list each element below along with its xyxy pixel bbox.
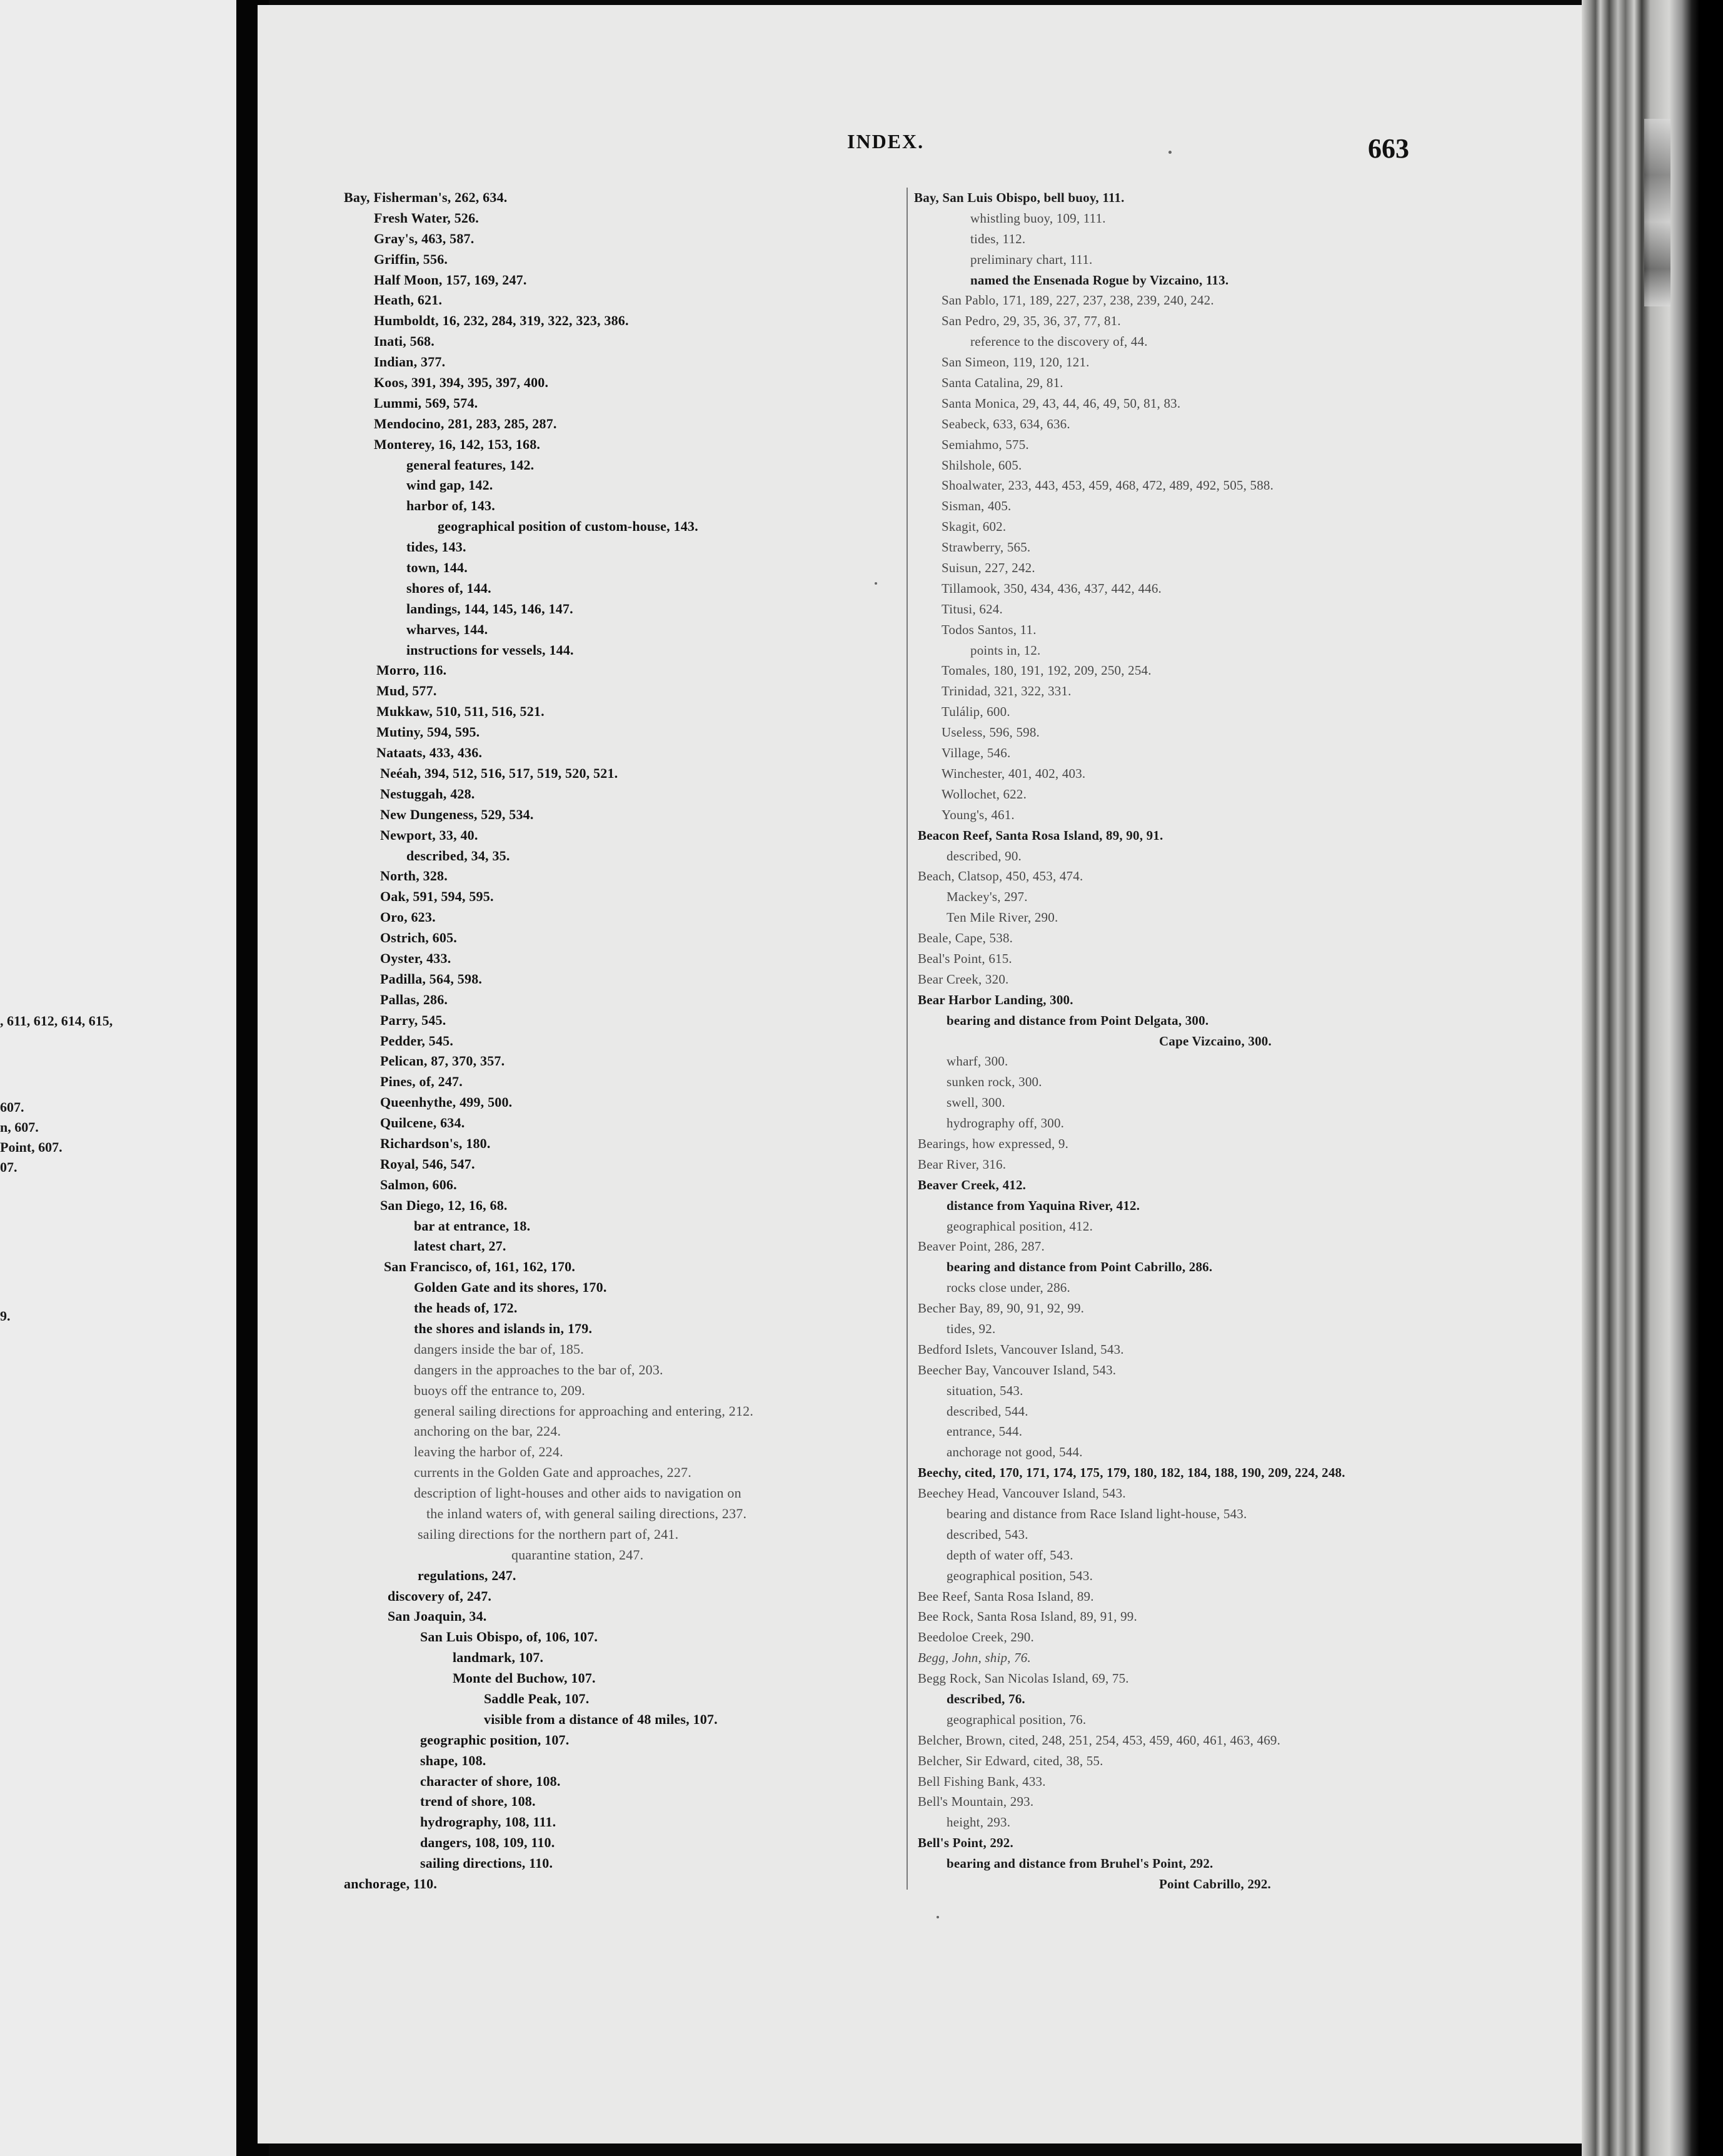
index-entry: wharf, 300. <box>947 1054 1008 1069</box>
index-entry: Trinidad, 321, 322, 331. <box>942 683 1072 699</box>
index-entry: Beecher Bay, Vancouver Island, 543. <box>918 1362 1117 1378</box>
index-entry: the inland waters of, with general sailing directions, 237. <box>426 1506 747 1521</box>
index-entry: Oak, 591, 594, 595. <box>380 889 494 905</box>
left-page-fragment: 07. <box>0 1159 18 1175</box>
index-entry: dangers in the approaches to the bar of, 203. <box>414 1361 663 1378</box>
index-entry: Bear Harbor Landing, 300. <box>918 992 1073 1007</box>
index-entry: Skagit, 602. <box>942 519 1007 535</box>
index-entry: Beal's Point, 615. <box>918 950 1012 966</box>
index-entry: San Simeon, 119, 120, 121. <box>942 355 1090 370</box>
left-page-fragment: 607. <box>0 1099 24 1115</box>
index-entry: Todos Santos, 11. <box>942 622 1037 637</box>
index-entry: Suisun, 227, 242. <box>942 560 1035 576</box>
index-entry: Newport, 33, 40. <box>380 827 478 843</box>
index-entry: San Joaquin, 34. <box>388 1608 487 1625</box>
index-entry: Griffin, 556. <box>374 251 448 267</box>
index-entry: Beale, Cape, 538. <box>918 930 1013 946</box>
index-entry: Begg, John, ship, 76. <box>918 1650 1031 1666</box>
index-entry: San Pedro, 29, 35, 36, 37, 77, 81. <box>942 313 1121 329</box>
index-entry: whistling buoy, 109, 111. <box>970 210 1106 226</box>
index-entry: sailing directions, 110. <box>420 1855 553 1871</box>
index-entry: Pedder, 545. <box>380 1032 454 1049</box>
index-entry: tides, 143. <box>406 539 466 555</box>
index-entry: Oyster, 433. <box>380 950 451 966</box>
index-entry: Bedford Islets, Vancouver Island, 543. <box>918 1341 1124 1357</box>
index-entry: Royal, 546, 547. <box>380 1156 475 1172</box>
index-entry: Nataats, 433, 436. <box>376 745 483 761</box>
index-entry: Mackey's, 297. <box>947 889 1028 905</box>
index-entry: Bear Creek, 320. <box>918 971 1009 987</box>
index-entry: hydrography, 108, 111. <box>420 1814 556 1830</box>
index-entry: visible from a distance of 48 miles, 107. <box>484 1711 718 1727</box>
index-entry: geographic position, 107. <box>420 1731 570 1748</box>
index-entry: latest chart, 27. <box>414 1238 506 1254</box>
index-entry: shores of, 144. <box>406 580 491 596</box>
index-entry: Bee Reef, Santa Rosa Island, 89. <box>918 1588 1094 1604</box>
index-entry: San Diego, 12, 16, 68. <box>380 1197 508 1213</box>
index-entry: sailing directions for the northern part of, 241. <box>418 1526 679 1542</box>
index-entry: described, 90. <box>947 848 1022 864</box>
index-entry: Mutiny, 594, 595. <box>376 724 480 740</box>
index-entry: Bearings, how expressed, 9. <box>918 1136 1069 1151</box>
index-entry: general sailing directions for approaching and entering, 212. <box>414 1403 754 1419</box>
index-entry: preliminary chart, 111. <box>970 251 1093 267</box>
index-entry: San Francisco, of, 161, 162, 170. <box>384 1259 576 1275</box>
index-entry: dangers inside the bar of, 185. <box>414 1341 584 1357</box>
index-entry: buoys off the entrance to, 209. <box>414 1382 586 1398</box>
index-entry: Titusi, 624. <box>942 601 1003 617</box>
index-entry: tides, 92. <box>947 1321 996 1336</box>
index-entry: Lummi, 569, 574. <box>374 395 478 411</box>
index-entry: distance from Yaquina River, 412. <box>947 1197 1140 1213</box>
index-entry: Tomales, 180, 191, 192, 209, 250, 254. <box>942 663 1152 678</box>
index-entry: Salmon, 606. <box>380 1176 457 1192</box>
index-entry: Neéah, 394, 512, 516, 517, 519, 520, 521. <box>380 765 618 781</box>
index-entry: Ten Mile River, 290. <box>947 910 1058 925</box>
index-entry: Bay, Fisherman's, 262, 634. <box>344 189 508 205</box>
index-entry: Strawberry, 565. <box>942 540 1031 555</box>
index-entry: San Pablo, 171, 189, 227, 237, 238, 239, 240, 242. <box>942 293 1214 308</box>
index-entry: Heath, 621. <box>374 292 443 308</box>
index-entry: Pines, of, 247. <box>380 1074 463 1090</box>
index-entry: Village, 546. <box>942 745 1011 761</box>
index-entry: Half Moon, 157, 169, 247. <box>374 271 527 288</box>
page-edges <box>1582 0 1723 2156</box>
index-entry: named the Ensenada Rogue by Vizcaino, 113. <box>970 272 1229 288</box>
speck-mark <box>1168 151 1172 154</box>
index-entry: the heads of, 172. <box>414 1300 518 1316</box>
index-entry: Semiahmo, 575. <box>942 436 1029 452</box>
index-entry: Beaver Creek, 412. <box>918 1177 1027 1192</box>
index-entry: Beaver Point, 286, 287. <box>918 1239 1045 1254</box>
index-entry: wharves, 144. <box>406 621 488 637</box>
index-entry: wind gap, 142. <box>406 477 493 493</box>
index-entry: Koos, 391, 394, 395, 397, 400. <box>374 375 549 391</box>
index-entry: reference to the discovery of, 44. <box>970 334 1148 350</box>
index-entry: Beedoloe Creek, 290. <box>918 1630 1034 1645</box>
index-entry: Saddle Peak, 107. <box>484 1691 590 1707</box>
index-entry: Bear River, 316. <box>918 1156 1007 1172</box>
index-entry: geographical position of custom-house, 143. <box>438 518 698 535</box>
left-page <box>0 0 236 2156</box>
index-entry: Cape Vizcaino, 300. <box>1159 1033 1272 1049</box>
index-entry: described, 76. <box>947 1691 1025 1707</box>
index-entry: Santa Catalina, 29, 81. <box>942 375 1063 391</box>
index-entry: the shores and islands in, 179. <box>414 1320 593 1336</box>
index-entry: hydrography off, 300. <box>947 1116 1065 1131</box>
index-entry: San Luis Obispo, of, 106, 107. <box>420 1629 598 1645</box>
index-entry: description of light-houses and other aids to navigation on <box>414 1485 741 1501</box>
left-page-fragment: 9. <box>0 1308 11 1324</box>
index-entry: anchorage, 110. <box>344 1876 438 1892</box>
index-entry: town, 144. <box>406 560 468 576</box>
index-entry: discovery of, 247. <box>388 1588 492 1604</box>
index-entry: New Dungeness, 529, 534. <box>380 806 534 822</box>
index-entry: bearing and distance from Point Delgata, 300. <box>947 1012 1209 1028</box>
index-entry: bearing and distance from Bruhel's Point, 292. <box>947 1856 1213 1871</box>
index-entry: Morro, 116. <box>376 662 447 678</box>
index-entry: trend of shore, 108. <box>420 1793 536 1810</box>
index-entry: geographical position, 76. <box>947 1711 1087 1727</box>
index-entry: landmark, 107. <box>453 1650 544 1666</box>
index-entry: points in, 12. <box>970 642 1041 658</box>
index-entry: Quilcene, 634. <box>380 1115 465 1131</box>
index-entry: Tillamook, 350, 434, 436, 437, 442, 446. <box>942 580 1162 596</box>
index-entry: Mukkaw, 510, 511, 516, 521. <box>376 703 545 720</box>
index-entry: Richardson's, 180. <box>380 1135 491 1151</box>
index-entry: Sisman, 405. <box>942 498 1012 514</box>
index-entry: Beechy, cited, 170, 171, 174, 175, 179, 180, 182, 184, 188, 190, 209, 224, 248. <box>918 1465 1345 1481</box>
index-entry: Seabeck, 633, 634, 636. <box>942 416 1070 431</box>
index-entry: Gray's, 463, 587. <box>374 230 475 246</box>
index-entry: Mendocino, 281, 283, 285, 287. <box>374 415 557 431</box>
index-entry: Begg Rock, San Nicolas Island, 69, 75. <box>918 1671 1129 1686</box>
column-divider <box>907 188 908 1890</box>
index-entry: Bell's Point, 292. <box>918 1835 1013 1851</box>
index-entry: Monte del Buchow, 107. <box>453 1670 596 1686</box>
index-entry: Shoalwater, 233, 443, 453, 459, 468, 472, 489, 492, 505, 588. <box>942 478 1274 493</box>
index-entry: geographical position, 543. <box>947 1568 1093 1583</box>
index-entry: Inati, 568. <box>374 333 435 350</box>
index-entry: Santa Monica, 29, 43, 44, 46, 49, 50, 81, 83. <box>942 395 1181 411</box>
index-entry: bar at entrance, 18. <box>414 1217 531 1234</box>
index-entry: bearing and distance from Race Island light-house, 543. <box>947 1506 1247 1521</box>
index-entry: tides, 112. <box>970 231 1026 246</box>
index-entry: described, 543. <box>947 1526 1028 1542</box>
index-entry: shape, 108. <box>420 1752 486 1768</box>
index-entry: entrance, 544. <box>947 1424 1023 1439</box>
index-entry: anchorage not good, 544. <box>947 1444 1083 1460</box>
index-entry: Bell's Mountain, 293. <box>918 1794 1034 1810</box>
index-entry: Winchester, 401, 402, 403. <box>942 765 1086 781</box>
index-entry: Beechey Head, Vancouver Island, 543. <box>918 1486 1126 1501</box>
index-entry: Monterey, 16, 142, 153, 168. <box>374 436 541 452</box>
index-entry: situation, 543. <box>947 1383 1023 1398</box>
index-entry: Young's, 461. <box>942 807 1015 822</box>
index-entry: instructions for vessels, 144. <box>406 642 574 658</box>
page-header-title: INDEX. <box>847 130 925 153</box>
page-number: 663 <box>1368 133 1409 164</box>
index-entry: Parry, 545. <box>380 1012 446 1028</box>
index-entry: dangers, 108, 109, 110. <box>420 1835 555 1851</box>
index-entry: depth of water off, 543. <box>947 1547 1073 1563</box>
speck-mark <box>937 1916 939 1918</box>
index-column-right <box>914 188 1514 1895</box>
index-entry: harbor of, 143. <box>406 498 495 514</box>
index-entry: Tulálip, 600. <box>942 704 1010 720</box>
index-entry: Point Cabrillo, 292. <box>1159 1876 1272 1892</box>
index-entry: swell, 300. <box>947 1095 1005 1111</box>
index-entry: Indian, 377. <box>374 354 446 370</box>
index-entry: Wollochet, 622. <box>942 786 1027 802</box>
index-entry: height, 293. <box>947 1815 1011 1830</box>
index-entry: regulations, 247. <box>418 1567 516 1583</box>
index-entry: described, 544. <box>947 1403 1028 1419</box>
left-page-fragment: n, 607. <box>0 1119 39 1135</box>
index-entry: Pallas, 286. <box>380 991 448 1007</box>
index-entry: Humboldt, 16, 232, 284, 319, 322, 323, 386. <box>374 313 629 329</box>
index-entry: Bee Rock, Santa Rosa Island, 89, 91, 99. <box>918 1609 1137 1625</box>
index-column-left <box>344 188 907 1895</box>
index-entry: Pelican, 87, 370, 357. <box>380 1053 505 1069</box>
index-entry: Mud, 577. <box>376 683 437 699</box>
index-entry: Belcher, Brown, cited, 248, 251, 254, 453, 459, 460, 461, 463, 469. <box>918 1732 1281 1748</box>
index-entry: described, 34, 35. <box>406 847 510 864</box>
index-entry: Padilla, 564, 598. <box>380 970 483 987</box>
left-page-fragment: Point, 607. <box>0 1139 63 1155</box>
index-entry: Becher Bay, 89, 90, 91, 92, 99. <box>918 1301 1085 1316</box>
index-entry: Useless, 596, 598. <box>942 725 1040 740</box>
index-entry: general features, 142. <box>406 456 535 473</box>
index-entry: Shilshole, 605. <box>942 457 1022 473</box>
index-entry: Bay, San Luis Obispo, bell buoy, 111. <box>914 190 1125 205</box>
index-entry: Belcher, Sir Edward, cited, 38, 55. <box>918 1753 1103 1768</box>
index-entry: landings, 144, 145, 146, 147. <box>406 600 573 617</box>
index-entry: anchoring on the bar, 224. <box>414 1423 561 1439</box>
left-page-fragment: , 611, 612, 614, 615, <box>0 1013 113 1029</box>
index-entry: character of shore, 108. <box>420 1773 561 1789</box>
index-entry: quarantine station, 247. <box>511 1546 644 1563</box>
index-entry: Oro, 623. <box>380 909 436 925</box>
index-entry: leaving the harbor of, 224. <box>414 1444 563 1460</box>
index-entry: bearing and distance from Point Cabrillo, 286. <box>947 1259 1213 1275</box>
index-entry: Queenhythe, 499, 500. <box>380 1094 513 1111</box>
index-entry: sunken rock, 300. <box>947 1074 1042 1090</box>
index-entry: Beacon Reef, Santa Rosa Island, 89, 90, 91. <box>918 827 1163 843</box>
index-entry: Beach, Clatsop, 450, 453, 474. <box>918 869 1083 884</box>
index-entry: Bell Fishing Bank, 433. <box>918 1773 1046 1789</box>
index-entry: Golden Gate and its shores, 170. <box>414 1279 607 1296</box>
index-entry: North, 328. <box>380 868 448 884</box>
index-entry: Ostrich, 605. <box>380 930 457 946</box>
index-entry: currents in the Golden Gate and approaches, 227. <box>414 1464 691 1481</box>
index-entry: Nestuggah, 428. <box>380 785 475 802</box>
index-entry: geographical position, 412. <box>947 1218 1093 1234</box>
index-entry: Fresh Water, 526. <box>374 209 479 226</box>
index-entry: rocks close under, 286. <box>947 1280 1070 1296</box>
